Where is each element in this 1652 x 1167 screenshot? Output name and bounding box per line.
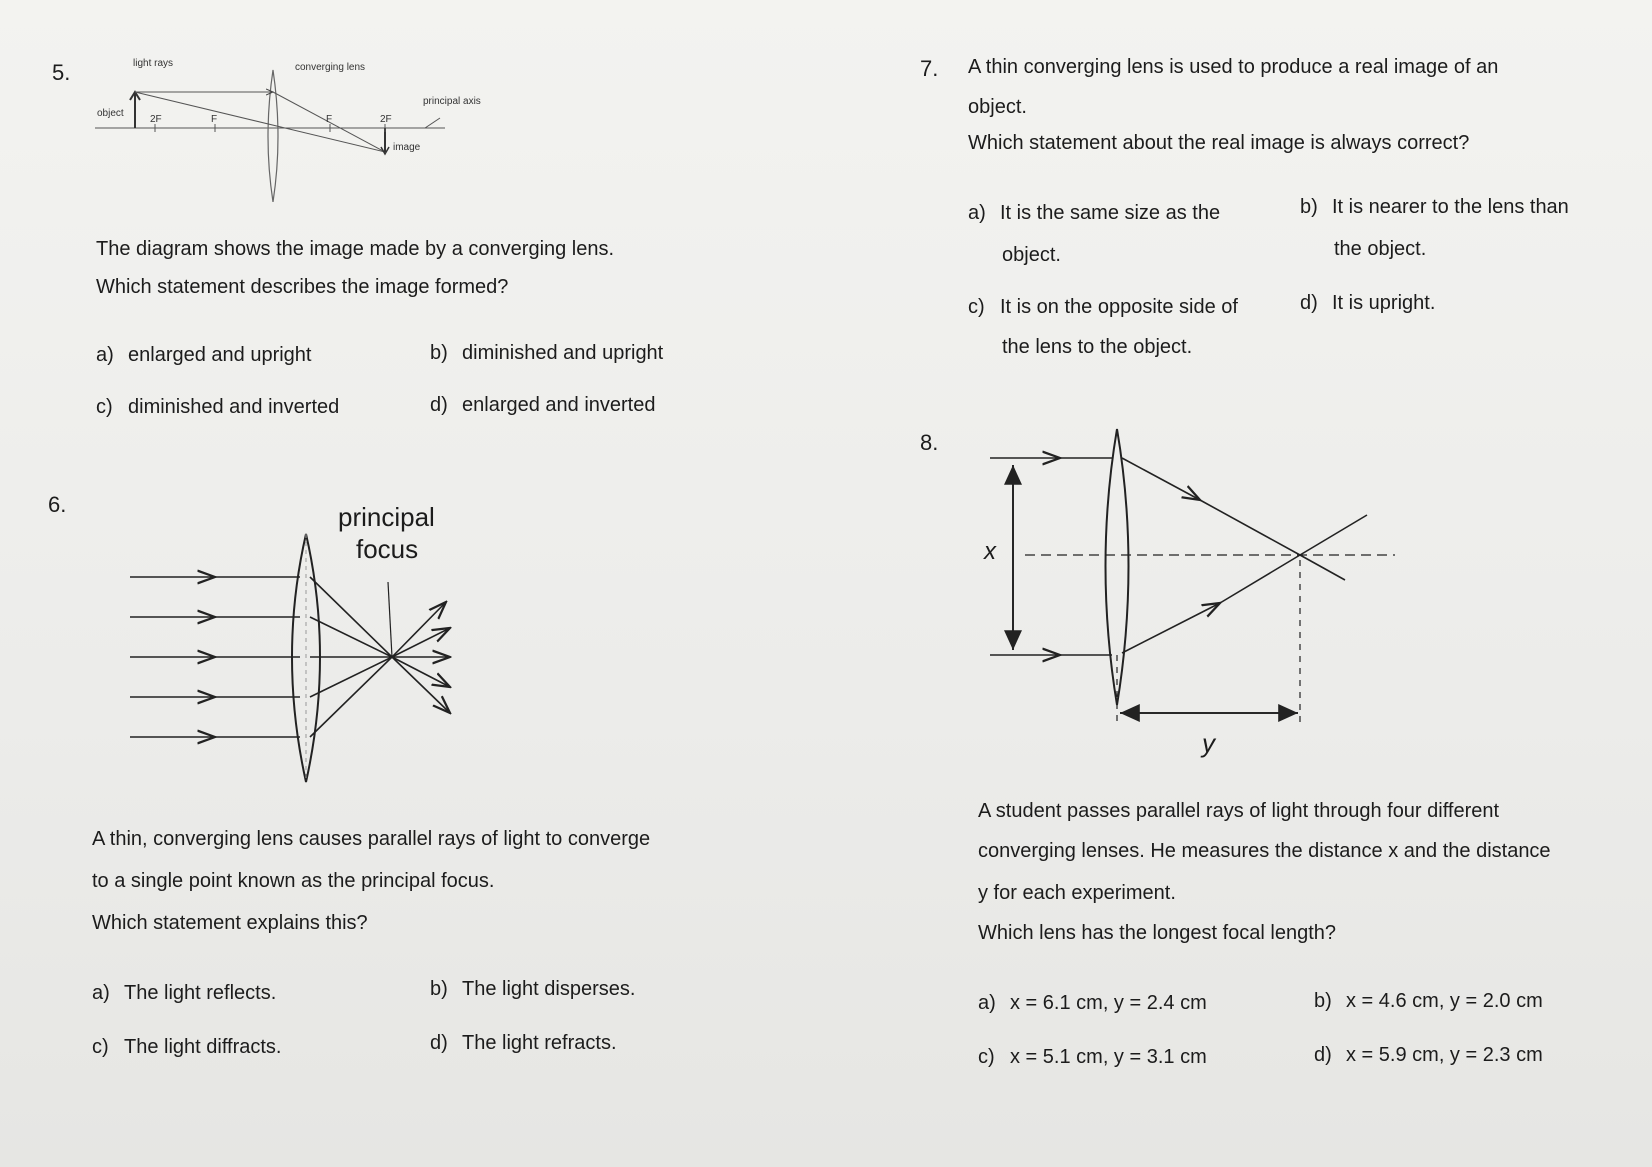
q5-label-light-rays: light rays: [133, 58, 174, 69]
q8-option-a-letter: a): [978, 992, 996, 1014]
q7-question: Which statement about the real image is always correct?: [968, 132, 1470, 154]
q5-label-converging-lens: converging lens: [295, 62, 366, 73]
q6-option-d-text: The light refracts.: [462, 1032, 617, 1054]
q5-stem: The diagram shows the image made by a converging lens.: [96, 238, 615, 260]
q6-label-principal: principal: [338, 502, 435, 532]
q7-number: 7.: [920, 56, 939, 81]
q5-question: Which statement describes the image formed?: [96, 276, 509, 298]
q6-stem-line2: to a single point known as the principal focus.: [92, 870, 495, 892]
q8-option-b-text: x = 4.6 cm, y = 2.0 cm: [1346, 990, 1543, 1012]
q7-option-c[interactable]: [968, 296, 1238, 319]
q5-label-f-right: F: [326, 114, 333, 125]
q6-label-focus: focus: [356, 534, 419, 564]
q8-stem-line3: y for each experiment.: [978, 882, 1176, 904]
q6-option-c-text: The light diffracts.: [124, 1036, 282, 1058]
q8-option-a-text: x = 6.1 cm, y = 2.4 cm: [1010, 992, 1207, 1014]
q8-option-b[interactable]: [1314, 990, 1543, 1013]
q7-option-b-line1: It is nearer to the lens than: [1332, 196, 1569, 218]
q6-option-b-letter: b): [430, 978, 448, 1000]
q8-option-d[interactable]: [1314, 1044, 1543, 1067]
q8-option-c-letter: c): [978, 1046, 995, 1068]
q5-option-d[interactable]: [430, 394, 655, 417]
q7-option-d-letter: d): [1300, 292, 1318, 314]
q6-option-c[interactable]: [92, 1036, 281, 1059]
q5-label-object: object: [97, 108, 124, 119]
q6-option-a-text: The light reflects.: [124, 982, 277, 1004]
q7-option-d-line1: It is upright.: [1332, 292, 1436, 314]
q7-option-c-letter: c): [968, 296, 985, 318]
q8-stem-line2: converging lenses. He measures the distance x and the distance: [978, 840, 1551, 862]
q5-label-2f-left: 2F: [150, 114, 162, 125]
q6-number: 6.: [48, 492, 67, 517]
q7-stem-line2: object.: [968, 96, 1027, 118]
q6-stem-line1: A thin, converging lens causes parallel rays of light to converge: [92, 828, 651, 850]
q5-option-b[interactable]: [430, 342, 663, 365]
q5-lens-diagram: [95, 52, 515, 202]
q6-lens-diagram: [120, 530, 500, 790]
q5-option-a-text: enlarged and upright: [128, 344, 312, 366]
q5-label-image: image: [393, 142, 421, 153]
q5-option-a[interactable]: [96, 344, 311, 367]
q8-option-a[interactable]: [978, 992, 1207, 1015]
q5-number: 5.: [52, 60, 71, 85]
q5-option-d-letter: d): [430, 394, 448, 416]
q6-option-b-text: The light disperses.: [462, 978, 636, 1000]
q7-option-a-line1: It is the same size as the: [1000, 202, 1221, 224]
q6-option-a[interactable]: [92, 982, 276, 1005]
q8-label-y: y: [1202, 728, 1215, 758]
q6-option-a-letter: a): [92, 982, 110, 1004]
q7-option-b-letter: b): [1300, 196, 1318, 218]
q8-lens-diagram: [980, 425, 1400, 755]
q5-option-b-text: diminished and upright: [462, 342, 664, 364]
q8-number: 8.: [920, 430, 939, 455]
q7-option-b-line2: the object.: [1334, 238, 1427, 260]
q7-option-a-line2: object.: [1002, 244, 1061, 266]
q6-option-c-letter: c): [92, 1036, 109, 1058]
q8-option-d-text: x = 5.9 cm, y = 2.3 cm: [1346, 1044, 1543, 1066]
q5-label-f-left: F: [211, 114, 218, 125]
q8-option-b-letter: b): [1314, 990, 1332, 1012]
q7-option-c-line2: the lens to the object.: [1002, 336, 1193, 358]
q5-label-principal-axis: principal axis: [423, 96, 481, 107]
q5-option-b-letter: b): [430, 342, 448, 364]
q6-option-b[interactable]: [430, 978, 635, 1001]
q7-option-a-letter: a): [968, 202, 986, 224]
q5-label-2f-right: 2F: [380, 114, 392, 125]
q5-option-c-letter: c): [96, 396, 113, 418]
q5-option-a-letter: a): [96, 344, 114, 366]
q5-option-d-text: enlarged and inverted: [462, 394, 656, 416]
q6-option-d[interactable]: [430, 1032, 617, 1055]
q8-stem-line1: A student passes parallel rays of light through four different: [978, 800, 1500, 822]
q8-question: Which lens has the longest focal length?: [978, 922, 1336, 944]
q5-option-c-text: diminished and inverted: [128, 396, 340, 418]
q8-label-x: x: [984, 538, 996, 565]
q7-option-d[interactable]: [1300, 292, 1435, 315]
q7-option-a[interactable]: [968, 202, 1220, 225]
q8-option-d-letter: d): [1314, 1044, 1332, 1066]
q6-option-d-letter: d): [430, 1032, 448, 1054]
q7-stem-line1: A thin converging lens is used to produce a real image of an: [968, 56, 1499, 78]
q5-option-c[interactable]: [96, 396, 339, 419]
q8-option-c[interactable]: [978, 1046, 1207, 1069]
q8-option-c-text: x = 5.1 cm, y = 3.1 cm: [1010, 1046, 1207, 1068]
q7-option-b[interactable]: [1300, 196, 1569, 219]
q7-option-c-line1: It is on the opposite side of: [1000, 296, 1238, 318]
q6-question: Which statement explains this?: [92, 912, 368, 934]
